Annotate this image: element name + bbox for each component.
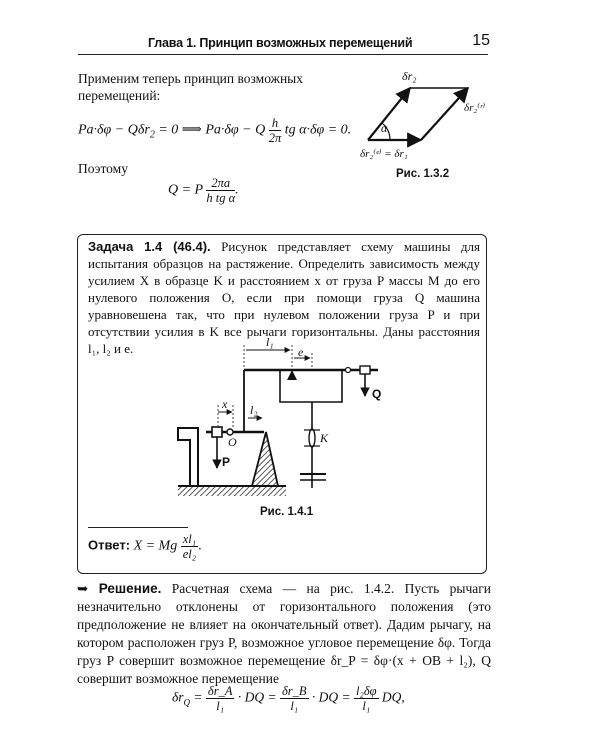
- answer-den: el₂: [182, 547, 197, 561]
- sol-frac-1: [206, 684, 235, 713]
- eq1-fraction: [269, 116, 282, 145]
- caption-fig-1-4-1: Рис. 1.4.1: [260, 506, 314, 518]
- sol-f3-num: l₂δφ: [356, 684, 377, 698]
- eq2-num: 2πa: [206, 176, 235, 191]
- therefore-text: Поэтому: [78, 161, 128, 176]
- label-P: P: [222, 455, 231, 469]
- answer-end: .: [198, 538, 202, 554]
- eq1-left: Pa·δφ − Qδr: [78, 122, 150, 138]
- answer: [88, 532, 202, 561]
- label-x: x: [222, 397, 228, 411]
- eq1-frac-num: h: [269, 116, 282, 131]
- sol-eq-eq: =: [193, 689, 203, 705]
- label-dr2: δr₂: [402, 69, 417, 83]
- sol-eq-lhs-sub: Q: [183, 697, 191, 708]
- eq2-end: .: [235, 182, 239, 198]
- label-Q: Q: [372, 387, 382, 401]
- answer-lhs: X = Mg: [133, 538, 178, 554]
- solution-text: [77, 580, 491, 688]
- label-dr2r: δr₂⁽ʳ⁾: [464, 102, 486, 114]
- equation-1: [78, 116, 351, 145]
- eq1-sub: 2: [149, 129, 155, 141]
- answer-divider: [88, 527, 188, 528]
- caption-fig-1-3-2: Рис. 1.3.2: [396, 168, 450, 180]
- solution-body: Расчетная схема — на рис. 1.4.2. Пусть рычаги незначительно отклонены от горизонтального положения (это предположение не влияет на окончательный ответ). Дадим рычагу, на котором расположен груз P, возможное угловое перемещение δφ. Тогда груз P совершит возможное перемещение δr_P = δφ·(x + OB + l₂), Q совершит возможное перемещение: [77, 581, 492, 686]
- eq2-lhs: Q = P: [168, 182, 203, 198]
- sol-mid-1: · DQ =: [237, 689, 277, 705]
- label-dr2e: δr₂⁽ᵉ⁾ = δr₁: [360, 148, 408, 160]
- label-O: O: [228, 435, 237, 449]
- sol-eq-lhs: δr: [172, 689, 184, 705]
- eq2-den: h tg α: [206, 191, 236, 205]
- eq1-eq0: = 0 ⟹ Pa·δφ − Q: [158, 122, 266, 138]
- answer-num: xl₁: [182, 532, 197, 546]
- task-title: Задача 1.4 (46.4).: [88, 239, 211, 254]
- label-l2: l₂: [250, 403, 258, 417]
- sol-f2-num: δr_B: [281, 684, 307, 698]
- label-l1: l₁: [266, 335, 274, 349]
- vector-dr2: [368, 88, 410, 140]
- label-K: K: [320, 431, 329, 445]
- page-header: [78, 32, 488, 55]
- vector-dr2r: [421, 88, 468, 140]
- sol-f3-den: l₁: [362, 699, 371, 713]
- chapter-title: Глава 1. Принцип возможных перемещений: [148, 36, 413, 50]
- sol-tail: DQ,: [381, 689, 405, 705]
- sol-f1-num: δr_A: [207, 684, 233, 698]
- sol-f2-den: l₁: [290, 699, 299, 713]
- equation-2: [168, 176, 239, 205]
- label-alpha: α: [381, 121, 388, 135]
- eq2-fraction: [206, 176, 235, 205]
- task-body: Рисунок представляет схему машины для испытания образцов на растяжение. Определить зависимость между усилием X в образце K и расстоянием x от груза P массы M до его нулевого положения O, если при помощи груза Q машина уравновешена так, что при нулевом положении груза P и при отсутствии усилия в K все рычаги горизонтальны. Даны расстояния l₁, l₂ и e.: [88, 239, 480, 356]
- answer-fraction: [181, 532, 198, 561]
- sol-f1-den: l₁: [216, 699, 225, 713]
- page-number: 15: [472, 32, 490, 49]
- solution-arrow-icon: ➥: [77, 581, 89, 596]
- sol-frac-2: [280, 684, 309, 713]
- sol-mid-2: · DQ =: [311, 689, 351, 705]
- eq1-frac-den: 2π: [268, 131, 282, 145]
- solution-equation: [172, 684, 405, 713]
- sol-frac-3: [354, 684, 379, 713]
- solution-title: Решение.: [98, 581, 162, 596]
- intro-text: Применим теперь принцип возможных перемещений:: [78, 71, 303, 103]
- label-e: e: [298, 345, 304, 359]
- eq1-tail: tg α·δφ = 0.: [284, 122, 352, 138]
- task-text: [88, 238, 480, 357]
- answer-label: Ответ:: [88, 537, 131, 553]
